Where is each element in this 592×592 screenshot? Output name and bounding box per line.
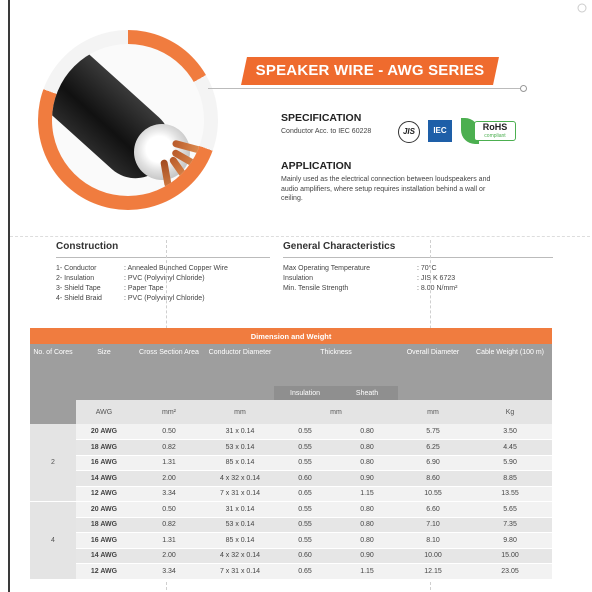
corner-mark-icon (576, 2, 588, 14)
cell-od: 8.60 (398, 471, 468, 487)
construction-heading: Construction (56, 241, 119, 252)
cell-cond: 53 x 0.14 (206, 440, 274, 456)
item-key: Max Operating Temperature (283, 265, 371, 272)
cell-ins: 0.65 (274, 564, 336, 580)
list-item (56, 284, 228, 294)
list-item (56, 264, 228, 274)
jis-logo-icon: JIS (398, 121, 420, 143)
cell-kg: 5.90 (468, 455, 552, 471)
cell-kg: 15.00 (468, 548, 552, 564)
cell-awg: 12 AWG (76, 564, 132, 580)
cell-awg: 20 AWG (76, 424, 132, 440)
item-key: 3- Shield Tape (56, 285, 101, 292)
table-banner-row (30, 328, 552, 344)
item-value: : 70°C (417, 265, 437, 272)
item-value: : 8.00 N/mm² (417, 285, 458, 292)
specification-heading: SPECIFICATION (281, 112, 362, 124)
cell-od: 6.90 (398, 455, 468, 471)
cell-ins: 0.55 (274, 517, 336, 533)
application-text: Mainly used as the electrical connection between loudspeakers and audio amplifiers, where setup requires installation behind a wall or ceiling. (281, 176, 491, 202)
unit-weight: Kg (468, 400, 552, 424)
page-title: SPEAKER WIRE - AWG SERIES (255, 62, 485, 79)
cell-awg: 18 AWG (76, 517, 132, 533)
item-value: : PVC (Polyvinyl Chloride) (124, 295, 205, 302)
cell-awg: 16 AWG (76, 533, 132, 549)
cell-kg: 8.85 (468, 471, 552, 487)
cell-od: 6.25 (398, 440, 468, 456)
general-underline (283, 257, 553, 258)
cell-sheath: 0.80 (336, 533, 398, 549)
cell-kg: 23.05 (468, 564, 552, 580)
cell-sheath: 0.90 (336, 471, 398, 487)
application-heading: APPLICATION (281, 160, 352, 172)
cell-cond: 7 x 31 x 0.14 (206, 486, 274, 502)
cell-sheath: 0.80 (336, 424, 398, 440)
item-value: : Paper Tape (124, 285, 164, 292)
cell-od: 10.55 (398, 486, 468, 502)
list-item (283, 284, 457, 294)
item-key: 2- Insulation (56, 275, 95, 282)
cell-cond: 85 x 0.14 (206, 533, 274, 549)
header-size: Size (76, 344, 132, 400)
unit-size: AWG (76, 400, 132, 424)
table-row (30, 517, 552, 533)
cell-cond: 4 x 32 x 0.14 (206, 548, 274, 564)
item-key: 1- Conductor (56, 265, 97, 272)
header-overall-diameter: Overall Diameter (398, 344, 468, 400)
header-insulation: Insulation (274, 386, 336, 400)
cell-ins: 0.55 (274, 455, 336, 471)
cell-area: 2.00 (132, 471, 206, 487)
cell-sheath: 0.80 (336, 440, 398, 456)
cell-sheath: 1.15 (336, 486, 398, 502)
cell-cond: 31 x 0.14 (206, 424, 274, 440)
rohs-sublabel: compliant (484, 133, 506, 139)
cell-awg: 20 AWG (76, 502, 132, 518)
cell-sheath: 0.80 (336, 517, 398, 533)
cores-cell: 4 (30, 502, 76, 580)
table-row (30, 564, 552, 580)
cell-ins: 0.55 (274, 533, 336, 549)
header-thickness: Thickness (274, 344, 398, 386)
cell-kg: 9.80 (468, 533, 552, 549)
cell-awg: 14 AWG (76, 471, 132, 487)
table-row (30, 548, 552, 564)
cell-cond: 53 x 0.14 (206, 517, 274, 533)
cell-od: 7.10 (398, 517, 468, 533)
cable-product-image (52, 44, 204, 196)
cell-ins: 0.55 (274, 440, 336, 456)
rohs-logo-icon (461, 118, 517, 144)
cell-kg: 13.55 (468, 486, 552, 502)
cell-sheath: 1.15 (336, 564, 398, 580)
construction-list (56, 264, 228, 304)
unit-conductor: mm (206, 400, 274, 424)
cell-kg: 7.35 (468, 517, 552, 533)
cell-cond: 85 x 0.14 (206, 455, 274, 471)
cell-area: 0.50 (132, 424, 206, 440)
specification-text: Conductor Acc. to IEC 60228 (281, 128, 372, 135)
dimension-weight-table (30, 328, 552, 580)
item-key: Insulation (283, 275, 313, 282)
cell-area: 3.34 (132, 486, 206, 502)
cell-od: 10.00 (398, 548, 468, 564)
cell-kg: 3.50 (468, 424, 552, 440)
cell-od: 6.60 (398, 502, 468, 518)
item-value: : PVC (Polyvinyl Chloride) (124, 275, 205, 282)
cell-kg: 5.65 (468, 502, 552, 518)
cell-area: 0.82 (132, 517, 206, 533)
rohs-label: RoHS (482, 122, 508, 132)
section-divider (10, 236, 590, 237)
cell-ins: 0.60 (274, 471, 336, 487)
item-key: 4- Shield Braid (56, 295, 102, 302)
cell-cond: 4 x 32 x 0.14 (206, 471, 274, 487)
general-heading: General Characteristics (283, 241, 396, 252)
cell-ins: 0.55 (274, 424, 336, 440)
cell-sheath: 0.80 (336, 502, 398, 518)
cell-area: 2.00 (132, 548, 206, 564)
page-edge-rule (8, 0, 10, 592)
header-conductor-diameter: Conductor Diameter (206, 344, 274, 400)
decor-line (208, 88, 523, 89)
cell-od: 8.10 (398, 533, 468, 549)
table-units-row (30, 400, 552, 424)
table-row (30, 455, 552, 471)
table-row (30, 471, 552, 487)
rohs-box (474, 121, 516, 141)
item-key: Min. Tensile Strength (283, 285, 349, 292)
table-row (30, 440, 552, 456)
construction-underline (56, 257, 270, 258)
cell-kg: 4.45 (468, 440, 552, 456)
list-item (56, 294, 228, 304)
unit-cross-section: mm² (132, 400, 206, 424)
cell-ins: 0.65 (274, 486, 336, 502)
table-row (30, 533, 552, 549)
item-value: : Annealed Bunched Copper Wire (124, 265, 228, 272)
cell-od: 12.15 (398, 564, 468, 580)
header-cores: No. of Cores (30, 344, 76, 400)
header-cable-weight: Cable Weight (100 m) (468, 344, 552, 400)
cell-ins: 0.55 (274, 502, 336, 518)
header-sheath: Sheath (336, 386, 398, 400)
decor-dot (520, 85, 527, 92)
table-row (30, 486, 552, 502)
cell-area: 3.34 (132, 564, 206, 580)
list-item (283, 264, 457, 274)
list-item (283, 274, 457, 284)
table-row (30, 424, 552, 440)
cell-awg: 14 AWG (76, 548, 132, 564)
cell-area: 0.82 (132, 440, 206, 456)
cell-awg: 16 AWG (76, 455, 132, 471)
cell-awg: 12 AWG (76, 486, 132, 502)
cell-cond: 7 x 31 x 0.14 (206, 564, 274, 580)
cell-cond: 31 x 0.14 (206, 502, 274, 518)
cell-sheath: 0.90 (336, 548, 398, 564)
cell-ins: 0.60 (274, 548, 336, 564)
table-row (30, 502, 552, 518)
cell-sheath: 0.80 (336, 455, 398, 471)
item-value: : JIS K 6723 (417, 275, 456, 282)
cell-area: 1.31 (132, 455, 206, 471)
cell-area: 1.31 (132, 533, 206, 549)
general-list (283, 264, 457, 294)
cell-awg: 18 AWG (76, 440, 132, 456)
list-item (56, 274, 228, 284)
header-cross-section: Cross Section Area (132, 344, 206, 400)
unit-thickness: mm (274, 400, 398, 424)
table-header-row (30, 344, 552, 386)
cell-od: 5.75 (398, 424, 468, 440)
iec-logo-icon: IEC (428, 120, 452, 142)
cores-cell: 2 (30, 424, 76, 502)
table-banner: Dimension and Weight (30, 328, 552, 344)
unit-cores (30, 400, 76, 424)
cell-area: 0.50 (132, 502, 206, 518)
unit-overall: mm (398, 400, 468, 424)
